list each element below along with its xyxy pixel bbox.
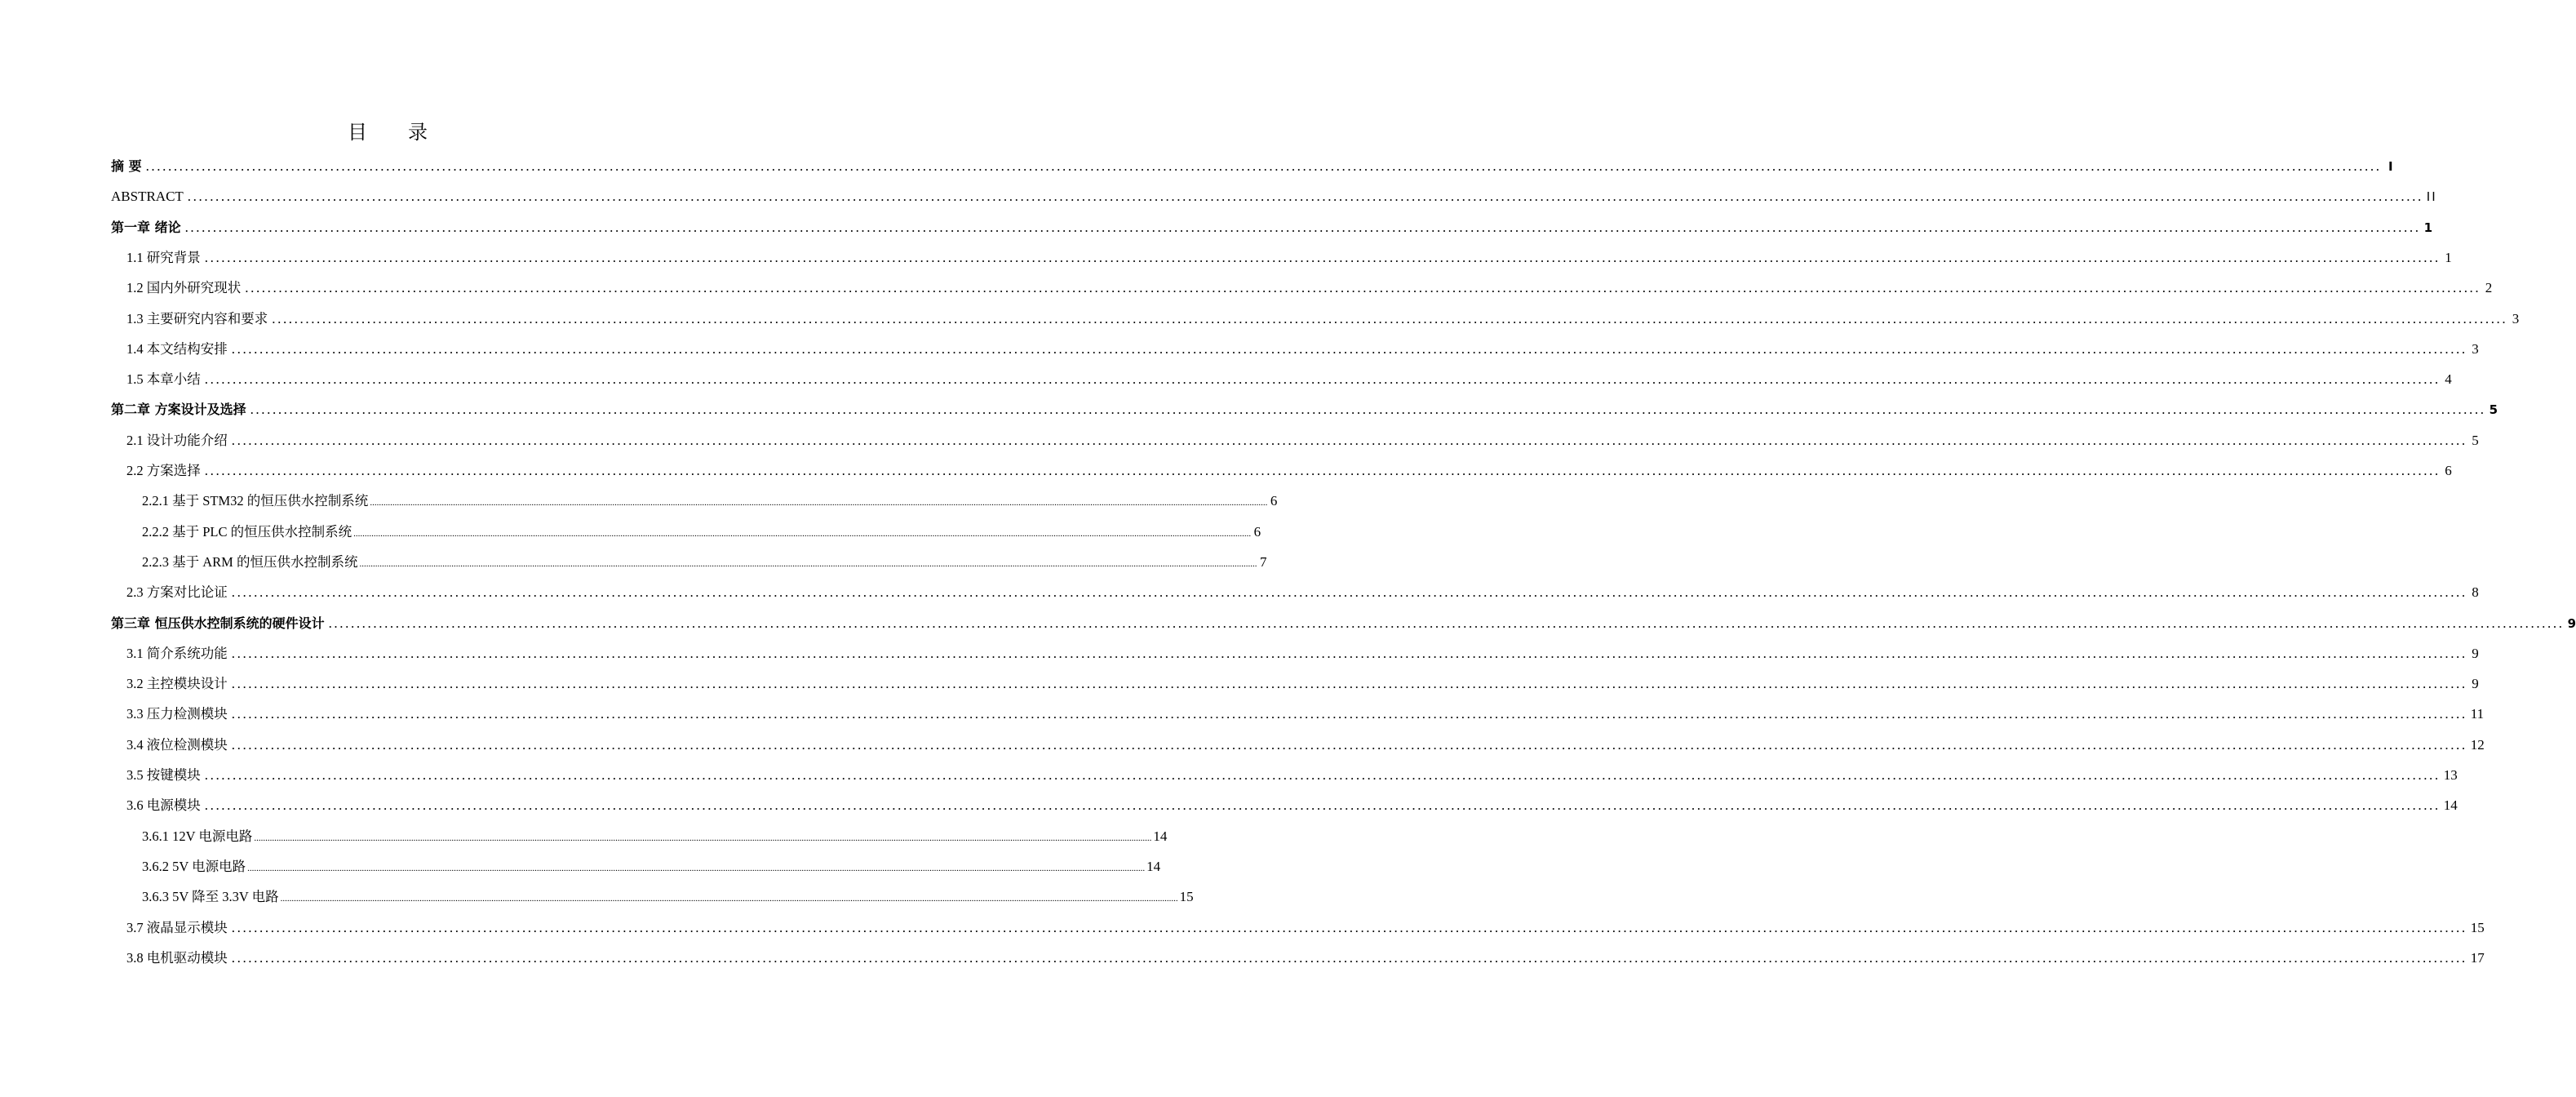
toc-entry-label: 2.2.1 基于 STM32 的恒压供水控制系统 xyxy=(142,493,369,509)
toc-entry-leader: ................................................................................................................................................................................................................................................................................................................................................................................................................ xyxy=(231,676,2467,691)
toc-entry-label: 摘 要 xyxy=(111,158,142,174)
toc-title-char-1: 目 xyxy=(348,121,367,144)
toc-entry-page-number: 14 xyxy=(2443,797,2458,813)
toc-entry-page-number: 15 xyxy=(1179,889,1194,904)
toc-entry-label: 第三章 恒压供水控制系统的硬件设计 xyxy=(111,615,325,631)
toc-entry[interactable] xyxy=(126,461,2452,481)
toc-entry[interactable] xyxy=(111,400,2498,420)
toc-entry-leader: ................................................................................................................................................................................................................................................................................................................................................................................................................ xyxy=(231,646,2467,661)
toc-entry-label: 1.2 国内外研究现状 xyxy=(126,280,242,295)
toc-entry-label: 3.2 主控模块设计 xyxy=(126,676,228,691)
toc-entry-label: 3.8 电机驱动模块 xyxy=(126,950,228,966)
toc-entry-label: 1.4 本文结构安排 xyxy=(126,341,228,357)
toc-entry[interactable] xyxy=(111,218,2433,238)
toc-entry[interactable] xyxy=(142,827,1168,846)
toc-entry-leader: ................................................................................................................................................................................................................................................................................................................................................................................................................ xyxy=(145,158,2382,174)
toc-entry[interactable] xyxy=(126,766,2458,785)
toc-entry-label: 3.5 按键模块 xyxy=(126,767,201,783)
toc-entry-leader: ................................................................................................................................................................................................................................................................................................................................................................................................................ xyxy=(245,280,2481,295)
toc-entry[interactable] xyxy=(126,735,2485,755)
toc-entry-leader: ................................................................................................................................................................................................................................................................................................................................................................................................................ xyxy=(231,341,2467,357)
toc-entry[interactable] xyxy=(111,187,2437,207)
toc-entry[interactable] xyxy=(126,340,2479,359)
toc-entry-leader: ................................................................................................................................................................................................................................................................................................................................................................................................................ xyxy=(231,433,2467,448)
toc-entry-page-number: II xyxy=(2426,189,2437,204)
toc-entry-page-number: 6 xyxy=(1270,493,1278,509)
toc-entry[interactable] xyxy=(126,309,2520,329)
toc-entry-label: 3.7 液晶显示模块 xyxy=(126,920,228,935)
toc-entry-leader: ................................................................................................................................................................................................................................................................................................................................................................................................................ xyxy=(204,371,2441,387)
toc-entry-page-number: 13 xyxy=(2443,767,2458,783)
toc-entry-page-number: 1 xyxy=(2423,220,2433,235)
toc-entry-page-number: 5 xyxy=(2472,433,2479,448)
toc-entry[interactable] xyxy=(126,644,2479,664)
toc-entry-label: 3.4 液位检测模块 xyxy=(126,737,228,753)
toc-entry[interactable] xyxy=(142,522,1261,542)
toc-entry[interactable] xyxy=(142,553,1267,572)
toc-entry[interactable] xyxy=(126,370,2452,389)
toc-entry[interactable] xyxy=(126,278,2493,298)
toc-entry-page-number: 7 xyxy=(1259,554,1267,570)
toc-entry-page-number: 14 xyxy=(1153,828,1168,844)
toc-entry-page-number: 4 xyxy=(2445,371,2452,387)
toc-entry-page-number: 15 xyxy=(2470,920,2485,935)
toc-entry[interactable] xyxy=(126,674,2479,694)
toc-entry-page-number: 9 xyxy=(2472,676,2479,691)
toc-entry[interactable] xyxy=(142,491,1278,511)
toc-entry[interactable] xyxy=(126,704,2485,724)
toc-entry-page-number: 11 xyxy=(2470,706,2485,722)
toc-entry-page-number: 6 xyxy=(1253,524,1261,540)
toc-entry-page-number: 2 xyxy=(2485,280,2493,295)
toc-entry[interactable] xyxy=(126,948,2485,968)
toc-title-char-2: 录 xyxy=(408,121,428,144)
toc-entry-leader: ................................................................................................................................................................................................................................................................................................................................................................................................................ xyxy=(204,250,2441,265)
toc-entry-page-number: 17 xyxy=(2470,950,2485,966)
toc-entry-page-number: I xyxy=(2388,159,2393,174)
toc-entry-label: 第二章 方案设计及选择 xyxy=(111,402,246,417)
toc-entry-leader: ................................................................................................................................................................................................................................................................................................................................................................................................................ xyxy=(231,706,2467,722)
toc-entry-leader: ................................................................................................................................................................................................................................................................................................................................................................................................................ xyxy=(280,894,1178,904)
toc-entry-page-number: 9 xyxy=(2567,616,2576,631)
toc-entry-page-number: 1 xyxy=(2445,250,2452,265)
toc-entry[interactable] xyxy=(142,857,1161,877)
toc-entry-label: 2.2.2 基于 PLC 的恒压供水控制系统 xyxy=(142,524,352,540)
toc-entry-leader: ................................................................................................................................................................................................................................................................................................................................................................................................................ xyxy=(250,402,2486,417)
toc-entry-leader: ................................................................................................................................................................................................................................................................................................................................................................................................................ xyxy=(187,189,2423,204)
toc-entry-page-number: 3 xyxy=(2472,341,2479,357)
toc-entry-label: 3.1 简介系统功能 xyxy=(126,646,228,661)
toc-entry-leader: ................................................................................................................................................................................................................................................................................................................................................................................................................ xyxy=(204,797,2441,813)
toc-entry-page-number: 6 xyxy=(2445,463,2452,478)
toc-entry-label: 2.3 方案对比论证 xyxy=(126,584,228,600)
toc-entry-page-number: 9 xyxy=(2472,646,2479,661)
toc-entry-leader: ................................................................................................................................................................................................................................................................................................................................................................................................................ xyxy=(231,950,2467,966)
toc-entry-label: 1.3 主要研究内容和要求 xyxy=(126,311,268,326)
toc-entry-leader: ................................................................................................................................................................................................................................................................................................................................................................................................................ xyxy=(204,463,2441,478)
toc-entry[interactable] xyxy=(126,248,2452,268)
toc-entry[interactable] xyxy=(111,614,2576,633)
toc-entry-label: 1.5 本章小结 xyxy=(126,371,201,387)
toc-entry[interactable] xyxy=(142,887,1194,907)
toc-entry-leader: ................................................................................................................................................................................................................................................................................................................................................................................................................ xyxy=(359,559,1257,569)
toc-entry-label: 第一章 绪论 xyxy=(111,220,181,235)
toc-entry-leader: ................................................................................................................................................................................................................................................................................................................................................................................................................ xyxy=(247,864,1146,873)
toc-entry[interactable] xyxy=(111,157,2393,176)
toc-entry[interactable] xyxy=(126,431,2479,451)
toc-entry-label: 3.3 压力检测模块 xyxy=(126,706,228,722)
toc-entry-leader: ................................................................................................................................................................................................................................................................................................................................................................................................................ xyxy=(328,615,2565,631)
toc-entry[interactable] xyxy=(126,796,2458,815)
toc-entry[interactable] xyxy=(126,918,2485,938)
toc-entry-leader: ................................................................................................................................................................................................................................................................................................................................................................................................................ xyxy=(272,311,2508,326)
toc-entry-label: 3.6.1 12V 电源电路 xyxy=(142,828,253,844)
toc-entry-leader: ................................................................................................................................................................................................................................................................................................................................................................................................................ xyxy=(370,498,1268,508)
toc-entry-leader: ................................................................................................................................................................................................................................................................................................................................................................................................................ xyxy=(353,529,1252,539)
toc-entry-leader: ................................................................................................................................................................................................................................................................................................................................................................................................................ xyxy=(254,833,1152,843)
toc-entry-label: ABSTRACT xyxy=(111,189,184,204)
toc-entry-leader: ................................................................................................................................................................................................................................................................................................................................................................................................................ xyxy=(231,737,2467,753)
toc-entry-label: 2.2.3 基于 ARM 的恒压供水控制系统 xyxy=(142,554,358,570)
toc-entry-label: 3.6.2 5V 电源电路 xyxy=(142,859,246,874)
toc-entry-leader: ................................................................................................................................................................................................................................................................................................................................................................................................................ xyxy=(184,220,2421,235)
toc-entry-label: 2.2 方案选择 xyxy=(126,463,201,478)
toc-entry-label: 2.1 设计功能介绍 xyxy=(126,433,228,448)
toc-entry-page-number: 8 xyxy=(2472,584,2479,600)
toc-entry-leader: ................................................................................................................................................................................................................................................................................................................................................................................................................ xyxy=(231,584,2467,600)
toc-entry-label: 3.6 电源模块 xyxy=(126,797,201,813)
toc-entry-page-number: 5 xyxy=(2489,402,2498,417)
toc-entry-leader: ................................................................................................................................................................................................................................................................................................................................................................................................................ xyxy=(204,767,2441,783)
toc-entry-page-number: 12 xyxy=(2470,737,2485,753)
toc-entry-leader: ................................................................................................................................................................................................................................................................................................................................................................................................................ xyxy=(231,920,2467,935)
toc-entry[interactable] xyxy=(126,583,2479,602)
toc-entry-page-number: 14 xyxy=(1146,859,1161,874)
toc-entry-label: 3.6.3 5V 降至 3.3V 电路 xyxy=(142,889,279,904)
toc-entry-page-number: 3 xyxy=(2512,311,2520,326)
toc-entry-label: 1.1 研究背景 xyxy=(126,250,201,265)
